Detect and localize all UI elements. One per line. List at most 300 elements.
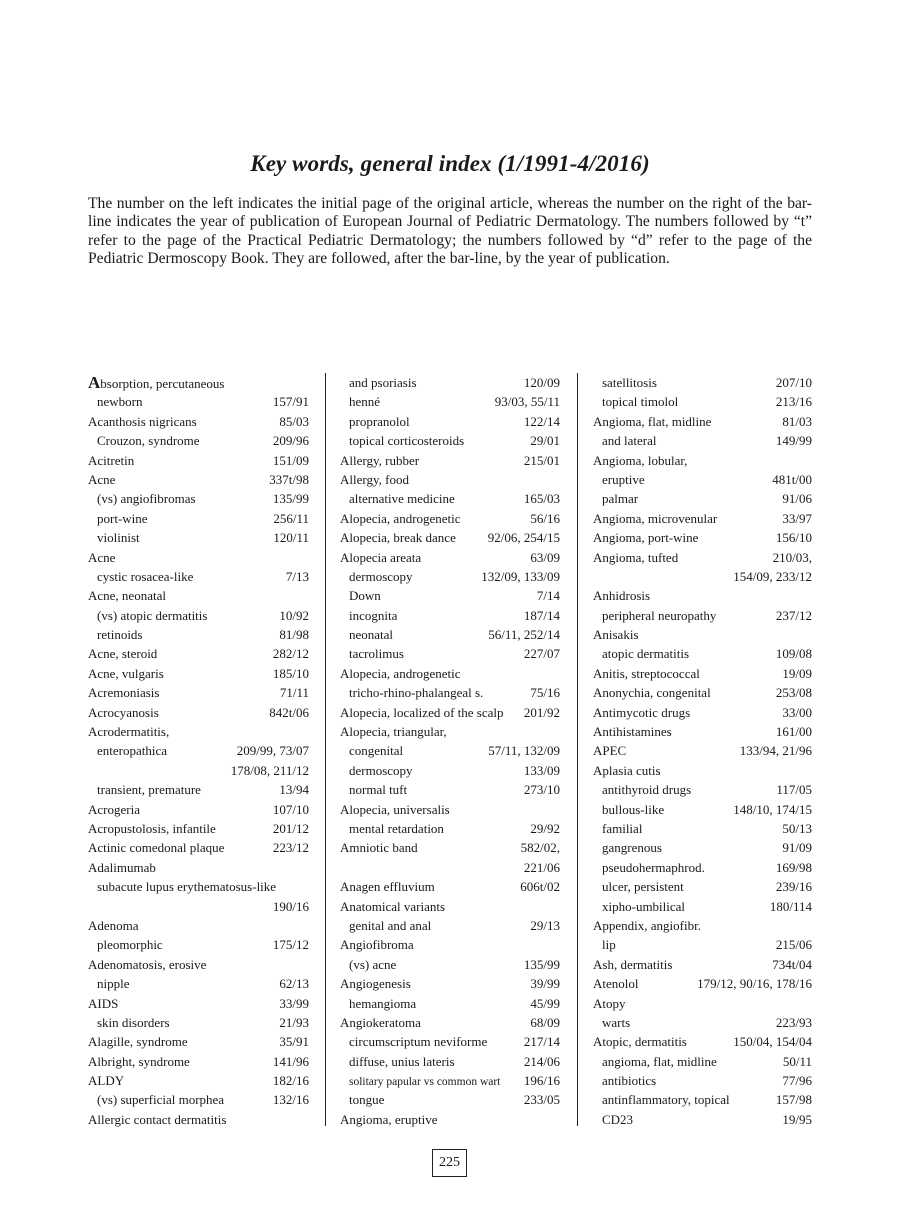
index-reference: 91/06 [782,491,812,507]
index-entry [593,761,812,780]
index-entry-continuation [340,858,560,877]
index-reference: 161/00 [775,724,812,740]
index-entry [88,838,309,857]
index-subentry [88,567,309,586]
index-reference: 154/09, 233/12 [733,568,812,584]
index-reference: 109/08 [775,646,812,662]
index-reference: 133/09 [523,762,560,778]
index-entry [340,935,560,954]
index-reference: 148/10, 174/15 [733,801,812,817]
index-term: ulcer, persistent [602,879,684,895]
index-term: (vs) superficial morphea [97,1092,225,1108]
index-term: familial [602,820,643,836]
index-term: Antimycotic drugs [593,704,691,720]
index-term: Anagen effluvium [340,879,435,895]
index-term: Allergy, food [340,471,409,487]
index-term: Angioma, flat, midline [593,413,712,429]
index-reference: 57/11, 132/09 [488,743,560,759]
index-reference: 187/14 [523,607,560,623]
index-subentry [88,528,309,547]
index-term: Anhidrosis [593,588,651,604]
index-term: circumscriptum neviforme [349,1034,488,1050]
index-term: atopic dermatitis [602,646,690,662]
index-entry [340,451,560,470]
index-reference: 210/03, [772,549,812,565]
index-reference: 68/09 [530,1014,560,1030]
index-reference: 50/13 [782,820,812,836]
index-term: Angioma, microvenular [593,510,718,526]
index-term: Acitretin [88,452,135,468]
index-reference: 132/09, 133/09 [481,568,560,584]
index-reference: 13/94 [279,782,309,798]
index-subentry [593,819,812,838]
index-term: Appendix, angiofibr. [593,917,701,933]
index-reference: 92/06, 254/15 [487,530,560,546]
index-entry [88,451,309,470]
index-term: Adenoma [88,917,139,933]
index-term: propranolol [349,413,410,429]
index-term: Acrodermatitis, [88,724,170,740]
index-entry [593,586,812,605]
index-subentry [593,1110,812,1129]
index-term: Atopy [593,995,626,1011]
index-reference: 223/93 [775,1014,812,1030]
index-term: Alopecia, androgenetic [340,665,461,681]
index-term: and psoriasis [349,375,417,390]
index-reference: 157/91 [272,394,309,410]
index-term: henné [349,394,381,410]
index-term: Aplasia cutis [593,762,661,778]
index-term: topical corticosteroids [349,433,465,449]
index-reference: 201/92 [523,704,560,720]
index-reference: 180/114 [769,898,812,914]
section-initial-letter: A [88,373,101,392]
index-title: Key words, general index (1/1991-4/2016) [250,151,650,176]
index-reference: 237/12 [775,607,812,623]
index-reference: 7/13 [285,568,309,584]
index-subentry [340,567,560,586]
index-subentry [88,974,309,993]
index-reference: 135/99 [272,491,309,507]
index-term: Angioma, eruptive [340,1111,438,1127]
intro-paragraph: The number on the left indicates the initial page of the original article, whereas the number on the right of the bar-line indicates the year of publication of European Journal of Pediatric Dermatology. The numbers followed by “t” refer to the page of the Practical Pediatric Dermatology; the numbers followed by “d” refer to the page of the Pediatric Dermoscopy Book. They are followed, after the bar-line, by the year of publication. [88,195,812,267]
index-term: Anitis, streptococcal [593,665,700,681]
index-subentry [88,606,309,625]
column-divider [325,373,326,1126]
index-subentry [88,780,309,799]
index-subentry [340,955,560,974]
index-term: Angioma, port-wine [593,530,699,546]
index-term: topical timolol [602,394,679,410]
index-entry [88,412,309,431]
index-reference: 734t/04 [772,956,812,972]
index-entry [593,741,812,760]
index-term: AIDS [88,995,119,1011]
index-subentry [340,741,560,760]
index-reference: 132/16 [272,1092,309,1108]
index-term: subacute lupus erythematosus-like [97,879,277,895]
index-reference: 117/05 [776,782,812,798]
index-reference: 214/06 [523,1053,560,1069]
index-term: Alopecia areata [340,549,422,565]
index-reference: 213/16 [775,394,812,410]
index-subentry [340,412,560,431]
index-term: eruptive [602,471,645,487]
index-entry [340,509,560,528]
index-reference: 75/16 [530,685,560,701]
index-entry [593,548,812,567]
index-term: APEC [593,743,627,759]
index-term: Amniotic band [340,840,418,856]
index-reference: 120/11 [273,530,309,546]
index-subentry [340,994,560,1013]
index-subentry [593,935,812,954]
index-term: Atenolol [593,976,639,992]
index-term: Angiogenesis [340,976,411,992]
index-subentry [340,606,560,625]
index-subentry [593,877,812,896]
index-subentry [340,489,560,508]
index-term: Acrogeria [88,801,140,817]
index-term: bullous-like [602,801,665,817]
index-term: Acne, steroid [88,646,158,662]
index-term: warts [602,1014,631,1030]
index-subentry [340,1032,560,1051]
index-term: Angiofibroma [340,937,414,953]
index-subentry [340,392,560,411]
index-entry [593,528,812,547]
index-term: port-wine [97,510,148,526]
index-reference: 233/05 [523,1092,560,1108]
index-subentry [88,935,309,954]
index-column-3 [593,373,812,1129]
index-term: enteropathica [97,743,168,759]
index-reference: 223/12 [272,840,309,856]
index-subentry [340,780,560,799]
index-entry [88,722,309,741]
index-term: Albright, syndrome [88,1053,190,1069]
index-reference: 157/98 [775,1092,812,1108]
index-term: Alopecia, localized of the scalp [340,704,504,720]
index-reference: 19/09 [782,665,812,681]
index-entry [340,722,560,741]
index-entry [340,897,560,916]
index-reference: 165/03 [523,491,560,507]
index-term: antinflammatory, topical [602,1092,730,1108]
index-entry [88,916,309,935]
index-reference: 209/99, 73/07 [236,743,309,759]
index-entry [88,683,309,702]
index-subentry [593,1071,812,1090]
index-entry-continuation [88,897,309,916]
index-term: palmar [602,491,639,507]
index-entry [593,625,812,644]
index-entry [593,664,812,683]
index-reference: 56/11, 252/14 [488,627,560,643]
index-subentry [593,800,812,819]
index-term: Acne, neonatal [88,588,166,604]
index-reference: 253/08 [775,685,812,701]
index-entry [88,994,309,1013]
index-entry [340,548,560,567]
index-term: genital and anal [349,917,432,933]
index-term: alternative medicine [349,491,455,507]
index-entry [88,703,309,722]
index-term: congenital [349,743,404,759]
index-reference: 273/10 [523,782,560,798]
index-entry [593,1032,812,1051]
index-term: Anonychia, congenital [593,685,711,701]
index-term: (vs) angiofibromas [97,491,196,507]
index-entry [340,470,560,489]
index-reference: 29/01 [530,433,560,449]
index-term: Alopecia, triangular, [340,724,447,740]
index-term: Anatomical variants [340,898,446,914]
index-subentry [88,431,309,450]
index-reference: 179/12, 90/16, 178/16 [697,976,812,992]
index-subentry [593,1052,812,1071]
index-subentry [340,373,560,392]
index-reference: 282/12 [272,646,309,662]
index-entry [593,994,812,1013]
index-term: Allergic contact dermatitis [88,1111,227,1127]
index-reference: 606t/02 [520,879,560,895]
index-entry [88,1110,309,1129]
index-subentry [593,431,812,450]
index-term: angioma, flat, midline [602,1053,717,1069]
index-term: nipple [97,976,130,992]
index-reference: 256/11 [273,510,309,526]
index-reference: 71/11 [279,685,309,701]
index-reference: 150/04, 154/04 [733,1034,812,1050]
index-entry [88,644,309,663]
index-term: tongue [349,1092,385,1108]
index-reference: 207/10 [775,375,812,390]
index-term: Crouzon, syndrome [97,433,200,449]
index-entry [340,800,560,819]
index-reference: 135/99 [523,956,560,972]
index-reference: 29/92 [530,820,560,836]
index-subentry [340,431,560,450]
index-entry [593,412,812,431]
index-term: xipho-umbilical [602,898,686,914]
index-term: Anisakis [593,627,639,643]
index-subentry [88,392,309,411]
index-subentry [593,1090,812,1109]
index-reference: 33/99 [279,995,309,1011]
index-column-1 [88,373,309,1129]
index-reference: 63/09 [530,549,560,565]
index-term: violinist [97,530,140,546]
index-term: hemangioma [349,995,417,1011]
index-reference: 29/13 [530,917,560,933]
index-reference: 45/99 [530,995,560,1011]
index-entry [593,722,812,741]
index-term: peripheral neuropathy [602,607,717,623]
index-term: neonatal [349,627,394,643]
index-term: Alopecia, androgenetic [340,510,461,526]
index-reference: 175/12 [272,937,309,953]
index-reference: 33/00 [782,704,812,720]
index-subentry [593,780,812,799]
index-subentry [340,916,560,935]
index-term: dermoscopy [349,568,413,584]
index-entry [593,509,812,528]
index-term: Alagille, syndrome [88,1034,188,1050]
index-term: Angioma, lobular, [593,452,688,468]
index-entry [340,1110,560,1129]
index-entry [340,664,560,683]
index-term: tacrolimus [349,646,404,662]
index-reference: 7/14 [536,588,560,604]
index-term: Acne [88,549,116,565]
index-entry [340,703,560,722]
index-reference: 91/09 [782,840,812,856]
index-reference: 39/99 [530,976,560,992]
index-term: Adalimumab [88,859,156,875]
index-subentry [593,897,812,916]
index-reference: 190/16 [272,898,309,914]
index-reference: 93/03, 55/11 [494,394,560,410]
index-entry [88,470,309,489]
index-term: satellitosis [602,375,657,390]
index-subentry [340,761,560,780]
index-term: Actinic comedonal plaque [88,840,225,856]
index-reference: 337t/98 [269,471,309,487]
index-term: gangrenous [602,840,662,856]
index-subentry [340,1052,560,1071]
index-entry [88,1071,309,1090]
index-reference: 21/93 [279,1014,309,1030]
index-entry [593,451,812,470]
index-reference: 77/96 [782,1073,812,1089]
index-term [88,373,224,393]
index-term: dermoscopy [349,762,413,778]
index-subentry [340,625,560,644]
index-entry [340,528,560,547]
index-reference: 141/96 [272,1053,309,1069]
index-entry [88,819,309,838]
index-column-2 [340,373,560,1129]
index-term: transient, premature [97,782,201,798]
index-entry [593,955,812,974]
index-subentry [340,644,560,663]
index-reference: 217/14 [523,1034,560,1050]
index-term: Acne [88,471,116,487]
index-reference: 156/10 [775,530,812,546]
index-reference: 35/91 [279,1034,309,1050]
index-reference: 107/10 [272,801,309,817]
index-entry [340,974,560,993]
index-term: (vs) acne [349,956,397,972]
index-term: Acanthosis nigricans [88,413,197,429]
index-subentry [593,373,812,392]
index-reference: 178/08, 211/12 [230,762,309,778]
index-entry [88,1032,309,1051]
index-entry-continuation [593,567,812,586]
index-term: Adenomatosis, erosive [88,956,207,972]
index-reference: 50/11 [782,1053,812,1069]
index-entry-continuation [88,761,309,780]
index-subentry [593,858,812,877]
index-term: ALDY [88,1073,125,1089]
index-term: antibiotics [602,1073,657,1089]
index-term-rest: bsorption, percutaneous [100,376,225,391]
index-term: tricho-rhino-phalangeal s. [349,685,484,701]
index-reference: 227/07 [523,646,560,662]
index-term: CD23 [602,1111,634,1127]
index-subentry [88,877,309,896]
index-term: Down [349,588,381,604]
index-reference: 169/98 [775,859,812,875]
index-term: cystic rosacea-like [97,568,194,584]
index-subentry [593,838,812,857]
index-reference: 209/96 [272,433,309,449]
index-reference: 196/16 [523,1073,560,1089]
index-subentry [593,1013,812,1032]
index-entry [593,683,812,702]
index-entry [593,703,812,722]
column-divider [577,373,578,1126]
index-term: Allergy, rubber [340,452,420,468]
index-reference: 10/92 [279,607,309,623]
index-reference: 239/16 [775,879,812,895]
index-reference: 56/16 [530,510,560,526]
index-subentry [593,644,812,663]
index-term: newborn [97,394,143,410]
index-reference: 33/97 [782,510,812,526]
index-term: incognita [349,607,398,623]
index-term: Alopecia, break dance [340,530,456,546]
index-subentry [340,1071,560,1090]
index-reference: 201/12 [272,820,309,836]
index-reference: 81/98 [279,627,309,643]
index-term: (vs) atopic dermatitis [97,607,208,623]
index-reference: 842t/06 [269,704,309,720]
index-entry [88,664,309,683]
index-term: and lateral [602,433,657,449]
index-reference: 122/14 [523,413,560,429]
index-subentry [88,741,309,760]
index-entry [88,858,309,877]
index-term: Acropustolosis, infantile [88,820,216,836]
index-term: Alopecia, universalis [340,801,450,817]
index-subentry [88,489,309,508]
index-reference: 182/16 [272,1073,309,1089]
index-reference: 81/03 [782,413,812,429]
index-subentry [88,1013,309,1032]
index-term: Acne, vulgaris [88,665,164,681]
index-reference: 151/09 [272,452,309,468]
index-term: Ash, dermatitis [593,956,673,972]
index-subentry [593,392,812,411]
index-entry [88,373,309,392]
index-term: Antihistamines [593,724,672,740]
index-entry [340,1013,560,1032]
index-entry [340,877,560,896]
index-subentry [88,1090,309,1109]
index-term: Acrocyanosis [88,704,159,720]
index-entry [340,838,560,857]
index-subentry [88,625,309,644]
index-reference: 215/06 [775,937,812,953]
index-term: mental retardation [349,820,444,836]
index-term: diffuse, unius lateris [349,1053,455,1069]
index-reference: 215/01 [523,452,560,468]
index-reference: 85/03 [279,413,309,429]
index-term: pseudohermaphrod. [602,859,705,875]
index-entry [88,800,309,819]
